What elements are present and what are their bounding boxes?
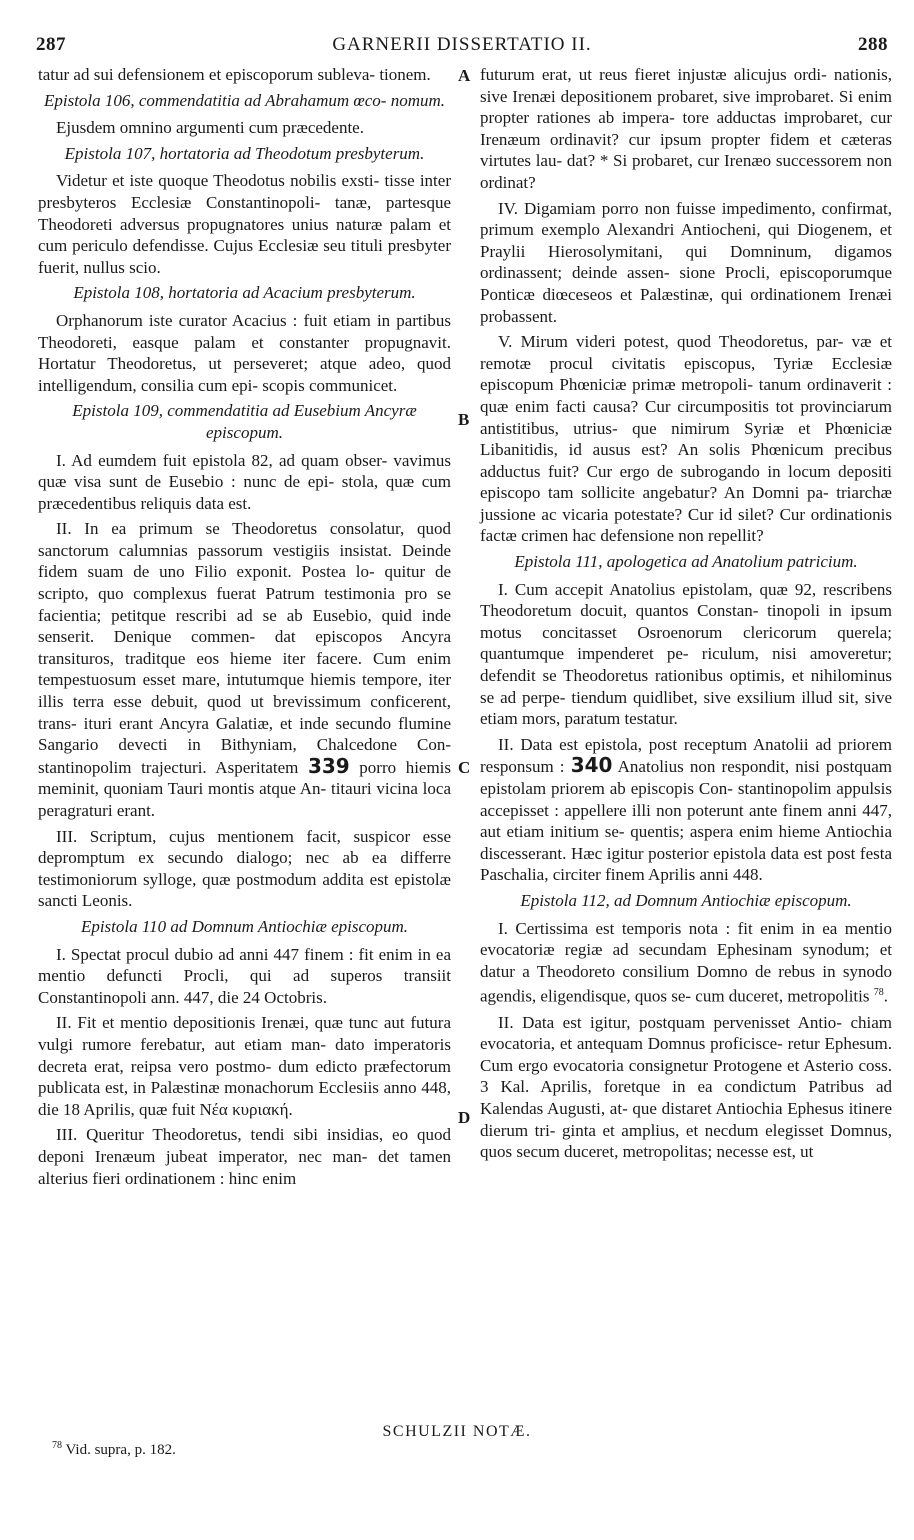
paragraph: Videtur et iste quoque Theodotus nobilis exsti- tisse inter presbyteros Ecclesiæ Constantinopoli- tanæ, partesque Theodoreti adversus propugnatores unius naturæ palam et cum periculo defendisse. Cujus Ecclesiæ seu tituli presbyter fuerit, nullus scio. bbox=[38, 171, 451, 277]
notes-title: SCHULZII NOTÆ. bbox=[382, 1423, 532, 1440]
paragraph-text: . bbox=[883, 987, 888, 1006]
paragraph: futurum erat, ut reus fieret injustæ alicujus ordi- nationis, sive Irenæi depositionem probaret, sive improbaret. Si enim propter rationes ab impera- tore adductas improbaret, cur Irenæum ordinavit? cur ipsum propter fidem et cæteras virtutes lau- dat? * Si probaret, cur Irenæo successorem non ordinat? bbox=[480, 65, 892, 192]
epistle-title: ad Domnum Antiochiæ episcopum. bbox=[614, 890, 852, 910]
paragraph-text: porro hiemis meminit, quoniam Tauri montis atque An- titauri vicina loca peragraturi erant. bbox=[38, 757, 452, 820]
left-column bbox=[38, 64, 451, 1193]
paragraph: Orphanorum iste curator Acacius : fuit etiam in partibus Theodoreti, easque palam et constanter propugnavit. Hortatur Theodoretus, ut perseveret; atque adeo, quod intelligendum, consilia cum epi- scopis communicet. bbox=[38, 310, 451, 395]
epistle-number: 110 bbox=[141, 916, 167, 936]
paragraph: I. Spectat procul dubio ad anni 447 finem : fit enim in ea mentio defuncti Procli, qui ad superos transiit Constantinopoli ann. 447, die 24 Octobris. bbox=[38, 944, 451, 1007]
epistle-number: 111, bbox=[575, 552, 603, 572]
paragraph-text: Anatolius non respondit, nisi postquam epistolam priorem ab episcopis Con- stantinopolim appulsis accepisset : appellere illi non poterunt ante finem anni 447, aut etiam initium se- quentis; aspera enim hieme Antiochia discesserant. Hæc igitur posterior epistola data est post festa Paschalia, circiter finem Aprilis anni 448. bbox=[480, 757, 893, 885]
epistle-heading bbox=[38, 282, 451, 304]
paragraph-text: I. Certissima est temporis nota : fit enim in ea mentio evocatoriæ regiæ ad secundam Ephesinam synodum; et datur a Theodoreto consilium Domno de rebus in synodo agendis, eligendisque, quos se- cum duceret, metropolitis bbox=[480, 918, 892, 1006]
footnote-text: Vid. supra, p. 182. bbox=[65, 1442, 176, 1458]
page-number-right: 288 bbox=[858, 34, 888, 55]
epistle-number: 109, bbox=[133, 401, 163, 421]
epistle-label: Epistola bbox=[520, 890, 577, 910]
paragraph-text: II. Data est epistola, post receptum Anatolii ad priorem responsum : bbox=[480, 734, 892, 777]
paragraph: III. Queritur Theodoretus, tendi sibi insidias, eo quod deponi Irenæum jubeat imperator, nec man- det tamen alterius fieri ordinationem : hinc enim bbox=[38, 1125, 451, 1188]
epistle-title: hortatoria ad Acacium presbyterum. bbox=[168, 283, 416, 303]
epistle-label: Epistola bbox=[80, 916, 138, 936]
epistle-title: hortatoria ad Theodotum presbyterum. bbox=[159, 143, 425, 163]
epistle-label: Epistola bbox=[73, 283, 130, 303]
paragraph bbox=[38, 518, 451, 821]
margin-letter-d: D bbox=[458, 1108, 471, 1127]
paragraph: Ejusdem omnino argumenti cum præcedente. bbox=[56, 118, 364, 138]
epistle-title: apologetica ad Anatolium patricium. bbox=[606, 552, 858, 572]
paragraph: II. Fit et mentio depositionis Irenæi, quæ tunc aut futura vulgi rumore ferebatur, aut etiam man- dato imperatoris decreta erat, reipsa vero postmo- dum edicto præfectorum publicata est, in Palæstinæ monachorum Ecclesiis anno 448, die 18 Aprilis, quæ fuit Νέα κυριακή. bbox=[38, 1013, 451, 1119]
epistle-title: commendatitia ad Eusebium Ancyræ episcopum. bbox=[167, 401, 417, 442]
footnote-ref[interactable]: 78 bbox=[873, 987, 884, 999]
epistle-heading bbox=[38, 90, 451, 112]
page-number-left: 287 bbox=[36, 34, 66, 55]
epistle-title: ad Domnum Antiochiæ episcopum. bbox=[170, 916, 409, 936]
paragraph bbox=[480, 918, 892, 1008]
column-number-340: 340 bbox=[570, 753, 613, 778]
epistle-label: Epistola bbox=[43, 90, 101, 110]
margin-letter-b: B bbox=[458, 410, 470, 429]
epistle-number: 107, bbox=[125, 143, 156, 163]
paragraph-text: II. In ea primum se Theodoretus consolatur, quod sanctorum calumnias passorum vestigiis insistat. Deinde fidem suam de uno Filio exponit. Postea lo- quitur de scripto, quo complexus fuerat Patrum testimonia pro se facientia; petitque rescribi ad se ab Eusebio, quid inde senserit. Denique commen- dat episcopos Ancyra transituros, traditque eos hieme iter facere. Cum enim tempestuosum esset mare, intutumque hiemis tempore, iter illis terra esse debuit, quod ut brevissimum conficerent, trans- ituri erant Ancyra Galatiæ, et inde secundo flumine Sangario devecti in Bithyniam, Chalcedone Con- stantinopolim trajecturi. Asperitatem bbox=[38, 519, 451, 777]
epistle-heading bbox=[38, 400, 451, 443]
footnote-marker: 78 bbox=[52, 1440, 62, 1451]
epistle-number: 106, bbox=[104, 90, 135, 110]
paragraph: I. Cum accepit Anatolius epistolam, quæ 92, rescribens Theodoretum docuit, quantos Constan- tinopoli in ipsum motus concitasset Osroenorum clericorum querela; quantumque impenderet pe- riculum, nisi amoveretur; defendit se Theodoretus rationibus optimis, et nihilominus se ad perpe- tiendum quidlibet, sive exsilium illud sit, sive etiam mors, paratum testatur. bbox=[480, 579, 892, 729]
epistle-title: commendatitia ad Abrahamum œco- nomum. bbox=[138, 90, 446, 110]
paragraph: II. Data est igitur, postquam pervenisset Antio- chiam evocatoria, et antequam Domnus proficisce- retur Ephesum. Cum ergo evocatoria consignetur Protogene et Asterio coss. 3 Kal. Aprilis, foretque in ea condictum Patribus ad Kalendas Augusti, at- que distaret Antiochia Ephesus itinere dierum tri- ginta et amplius, et necdum elegisset Domnus, quos secum duceret, metropolitas; necesse est, ut bbox=[480, 1012, 892, 1162]
epistle-label: Epistola bbox=[72, 401, 129, 421]
paragraph: tatur ad sui defensionem et episcoporum subleva- tionem. bbox=[38, 65, 431, 84]
epistle-label: Epistola bbox=[64, 143, 122, 163]
margin-letter-c: C bbox=[458, 758, 471, 777]
running-header bbox=[36, 34, 888, 60]
epistle-heading bbox=[38, 143, 451, 165]
epistle-number: 108, bbox=[134, 283, 164, 303]
right-column bbox=[480, 64, 892, 1167]
epistle-heading bbox=[480, 551, 892, 573]
column-number-339: 339 bbox=[307, 753, 350, 778]
footnote bbox=[52, 1440, 176, 1459]
paragraph: I. Ad eumdem fuit epistola 82, ad quam obser- vavimus quæ visa sunt de Eusebio : nunc de epi- stola, quæ cum præcedentibus reliquis data est. bbox=[38, 450, 451, 513]
paragraph: III. Scriptum, cujus mentionem facit, suspicor esse depromptum ex secundo dialogo; nec ab ea differre testimoniorum sylloge, quæ postmodum addita est epistolæ sancti Leonis. bbox=[38, 826, 451, 911]
epistle-label: Epistola bbox=[514, 552, 572, 572]
epistle-heading bbox=[38, 916, 451, 938]
margin-letter-a: A bbox=[458, 66, 471, 85]
paragraph bbox=[480, 734, 892, 886]
running-title: GARNERII DISSERTATIO II. bbox=[332, 34, 592, 55]
paragraph: V. Mirum videri potest, quod Theodoretus, par- væ et remotæ procul civitatis episcopus, Tyriæ Ecclesiæ episcopum Phœniciæ primæ metropoli- tanum ordinaverit : quæ enim facti causa? Cur circumpositis tot provinciarum antistitibus, utrius- que nimirum Syriæ et Phœniciæ Libanitidis, id ausus est? An solis Phœnicum precibus adductus fuit? Cur ergo de subrogando in locum depositi episcopo tam sollicite angebatur? An Domni pa- triarchæ jussione ac vicaria potestate? Cur id silet? Cur ordinationis factæ crimen hac defensione non repellit? bbox=[480, 332, 892, 546]
epistle-heading bbox=[480, 890, 892, 912]
epistle-number: 112, bbox=[581, 890, 610, 910]
paragraph: IV. Digamiam porro non fuisse impedimento, confirmat, primum exemplo Alexandri Antiocheni, qui Diogenem, et Praylii Hierosolymitani, qui Domninum, digamos ordinassent; deinde assen- sione Procli, episcoporumque Ponticæ diœceseos et Palæstinæ, qui ordinationem Irenæi probassent. bbox=[480, 198, 892, 326]
